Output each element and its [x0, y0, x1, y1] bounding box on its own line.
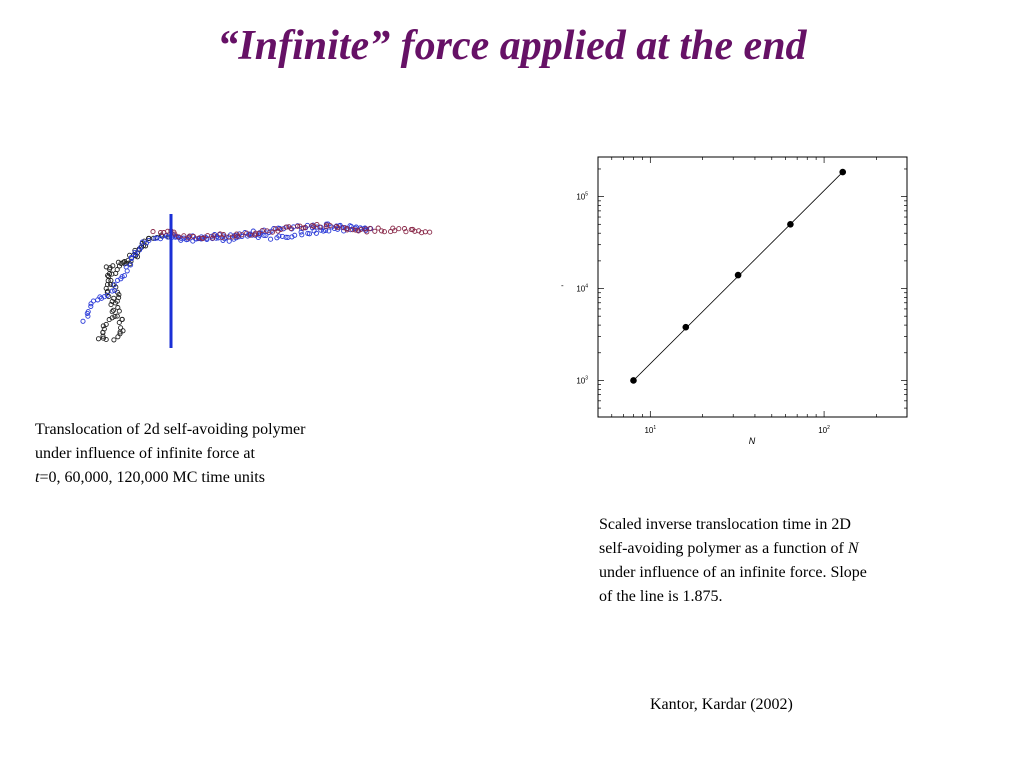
right-caption-variable-n: N — [847, 540, 859, 557]
polymer-bead — [117, 320, 121, 324]
slide-title: “Infinite” force applied at the end — [217, 23, 807, 69]
left-caption-line-2: under influence of infinite force at — [35, 445, 255, 462]
polymer-bead — [89, 302, 93, 306]
left-figure-caption — [35, 418, 395, 490]
chart-plot-frame — [598, 157, 907, 417]
left-caption-time-variable: t — [35, 469, 40, 486]
polymer-bead — [191, 239, 195, 243]
polymer-bead — [397, 227, 401, 231]
chart-data-point — [839, 169, 846, 176]
left-caption-line-3 — [35, 466, 395, 490]
left-caption-line-1: Translocation of 2d self-avoiding polymer — [35, 421, 306, 438]
chart-data-point — [682, 324, 689, 331]
chart-data-point — [630, 377, 637, 384]
polymer-bead — [81, 319, 85, 323]
polymer-bead — [373, 229, 377, 233]
y-axis-minor-mark: - — [561, 281, 564, 290]
polymer-bead — [96, 337, 100, 341]
polymer-bead — [91, 299, 95, 303]
y-tick-label: $10^4$ — [576, 283, 588, 294]
y-tick-label: $10^3$ — [576, 375, 588, 386]
polymer-bead — [227, 239, 231, 243]
y-tick-label: $10^5$ — [576, 191, 588, 202]
x-axis-label: N — [748, 436, 756, 446]
citation: Kantor, Kardar (2002) — [650, 696, 793, 713]
polymer-bead — [112, 338, 116, 342]
chart-data-point — [787, 221, 794, 228]
polymer-bead — [151, 230, 155, 234]
polymer-bead — [428, 230, 432, 234]
left-caption-time-values: =0, 60,000, 120,000 MC time units — [39, 469, 265, 486]
right-caption-line-3: under influence of an infinite force. Slope — [599, 564, 867, 581]
polymer-bead — [116, 335, 120, 339]
right-caption-line-2-text: self-avoiding polymer as a function of — [599, 540, 848, 557]
x-tick-label: $10^1$ — [644, 425, 657, 435]
polymer-bead — [382, 230, 386, 234]
polymer-chain-t0 — [96, 233, 171, 342]
chart-tick-marks — [598, 157, 907, 417]
x-tick-label: $10^2$ — [818, 425, 830, 435]
polymer-bead — [380, 229, 384, 233]
right-caption-line-4: of the line is 1.875. — [599, 588, 723, 605]
polymer-translocation-figure — [70, 200, 450, 360]
log-log-scatter-chart — [555, 150, 925, 460]
polymer-bead — [269, 237, 273, 241]
chart-tick-labels — [576, 192, 830, 435]
right-caption-line-1: Scaled inverse translocation time in 2D — [599, 516, 851, 533]
chart-data-point — [735, 272, 742, 279]
right-caption-line-2 — [599, 537, 944, 561]
right-figure-caption — [599, 513, 944, 609]
